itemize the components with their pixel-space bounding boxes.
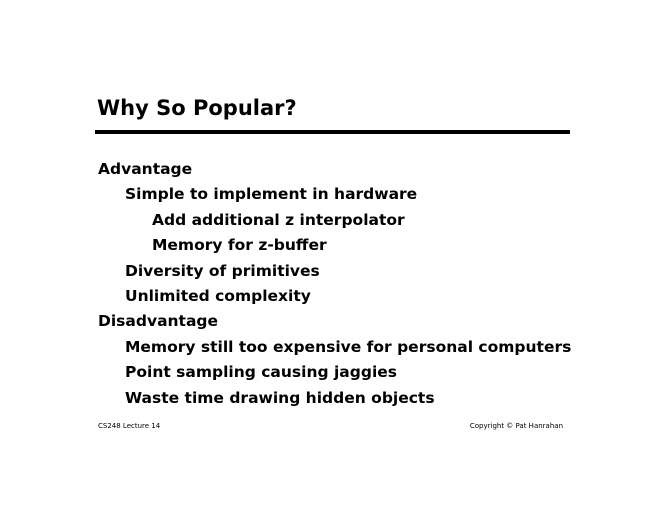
title-divider: [95, 130, 570, 134]
bullet-item: Waste time drawing hidden objects: [125, 388, 435, 407]
bullet-item: Advantage: [98, 160, 193, 178]
bullet-item: Memory still too expensive for personal computers: [125, 337, 572, 356]
bullet-item: Memory for z-buffer: [152, 236, 327, 255]
slide-title: Why So Popular?: [97, 96, 297, 120]
bullet-item: Point sampling causing jaggies: [125, 363, 398, 382]
footer-course-label: CS248 Lecture 14: [98, 422, 161, 430]
bullet-item: Simple to implement in hardware: [125, 185, 418, 204]
bullet-item: Add additional z interpolator: [152, 210, 405, 229]
bullet-item: Disadvantage: [98, 312, 219, 331]
footer-copyright: Copyright © Pat Hanrahan: [469, 422, 563, 430]
bullet-item: Diversity of primitives: [125, 261, 320, 280]
bullet-list: [0, 157, 660, 411]
bullet-item: Unlimited complexity: [125, 286, 311, 305]
